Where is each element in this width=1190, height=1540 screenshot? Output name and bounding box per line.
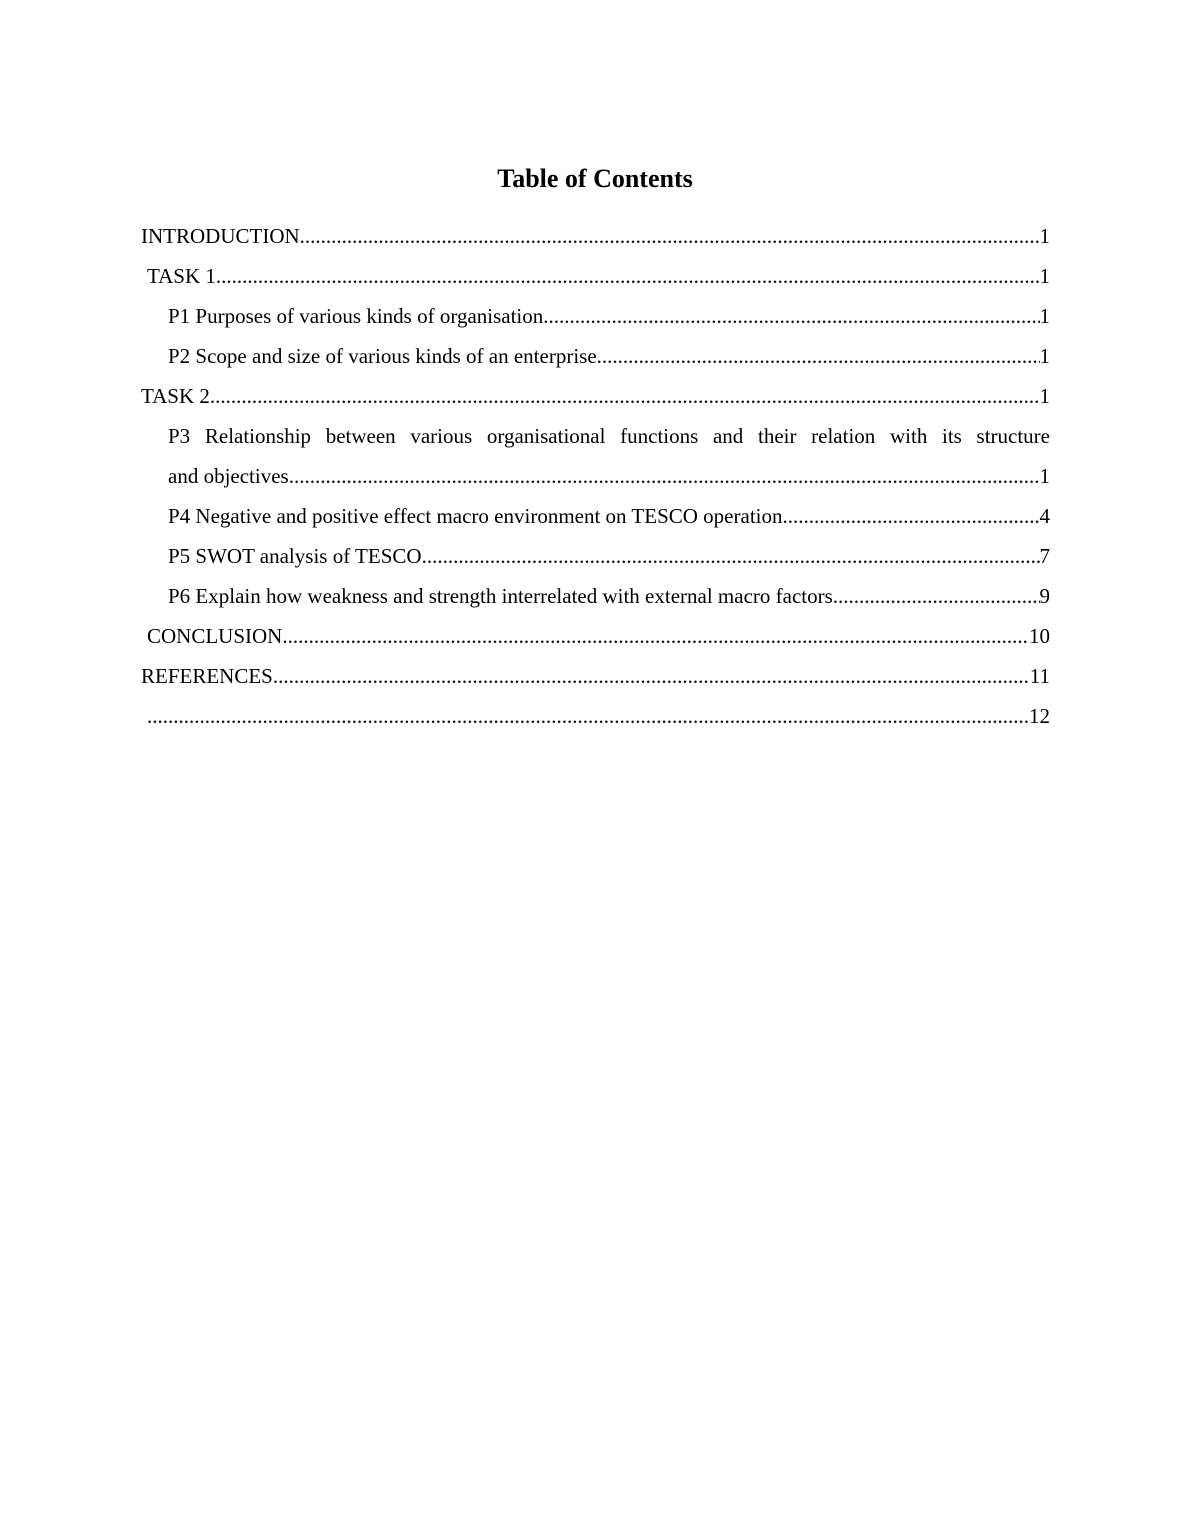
toc-entry-label: INTRODUCTION: [141, 224, 300, 248]
toc-entry-label: TASK 1: [147, 264, 216, 288]
dot-leader: [273, 656, 1030, 696]
toc-entry-p5[interactable]: [141, 536, 1050, 576]
dot-leader: [833, 576, 1040, 616]
toc-entry-conclusion[interactable]: [141, 616, 1050, 656]
toc-page-number: 1: [1039, 344, 1050, 368]
dot-leader: [597, 336, 1040, 376]
toc-page-number: 1: [1039, 304, 1050, 328]
toc-entry-references[interactable]: [141, 656, 1050, 696]
toc-page-number: 1: [1039, 264, 1050, 288]
dot-leader: [300, 216, 1040, 256]
dot-leader: [210, 376, 1040, 416]
toc-page-number: 9: [1039, 584, 1050, 608]
toc-entry-label: P6 Explain how weakness and strength interrelated with external macro factors: [168, 584, 833, 608]
toc-entry-label-line-2: and objectives: [168, 464, 289, 488]
toc-entry-label: P4 Negative and positive effect macro environment on TESCO operation: [168, 504, 783, 528]
toc-title: Table of Contents: [497, 164, 693, 193]
toc-page-number: 12: [1029, 704, 1050, 728]
toc-page-number: 11: [1029, 664, 1050, 688]
dot-leader: [783, 496, 1040, 536]
toc-entry-p1[interactable]: [141, 296, 1050, 336]
toc-entry-label: P1 Purposes of various kinds of organisation: [168, 304, 544, 328]
toc-entry-task-1[interactable]: [141, 256, 1050, 296]
toc-page-number: 10: [1029, 624, 1050, 648]
dot-leader: [422, 536, 1040, 576]
toc-page-number: 4: [1039, 504, 1050, 528]
toc-entry-p3[interactable]: [141, 416, 1050, 496]
toc-entry-p2[interactable]: [141, 336, 1050, 376]
toc-entry-label: P2 Scope and size of various kinds of an enterprise: [168, 344, 597, 368]
dot-leader: [282, 616, 1029, 656]
table-of-contents: [141, 216, 1050, 736]
dot-leader: [289, 456, 1040, 496]
toc-page-number: 1: [1039, 464, 1050, 488]
toc-entry-label: P5 SWOT analysis of TESCO: [168, 544, 422, 568]
toc-entry-label: CONCLUSION: [147, 624, 283, 648]
toc-entry-introduction[interactable]: [141, 216, 1050, 256]
toc-entry-task-2[interactable]: [141, 376, 1050, 416]
toc-entry-label: TASK 2: [141, 384, 210, 408]
toc-entry-label-line-1: P3 Relationship between various organisational functions and their relation with its structure: [168, 424, 1050, 448]
dot-leader: [147, 696, 1029, 736]
toc-page-number: 7: [1039, 544, 1050, 568]
toc-page-number: 1: [1039, 384, 1050, 408]
dot-leader: [216, 256, 1040, 296]
toc-entry-p6[interactable]: [141, 576, 1050, 616]
toc-page-number: 1: [1039, 224, 1050, 248]
toc-entry-p4[interactable]: [141, 496, 1050, 536]
toc-entry-label: REFERENCES: [141, 664, 273, 688]
toc-entry-untitled[interactable]: [141, 696, 1050, 736]
dot-leader: [543, 296, 1039, 336]
